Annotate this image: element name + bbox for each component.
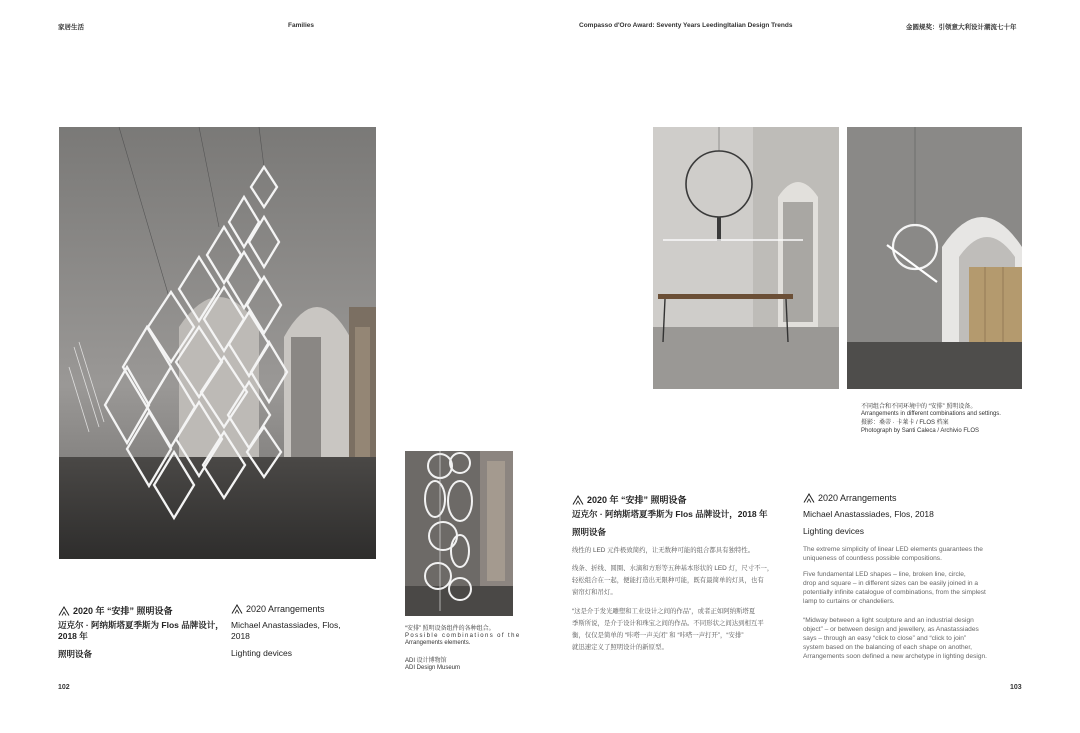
right-caption-en-1: Arrangements in different combinations and settings.: [861, 411, 1001, 417]
right-title-cn-row: [572, 493, 687, 506]
left-designer-cn-1: 迈克尔 · 阿纳斯塔夏季斯为 Flos 品牌设计，: [58, 620, 224, 630]
header-left-en: Families: [288, 22, 315, 29]
right-en-p1-2: uniqueness of countless possible compositions.: [803, 555, 942, 562]
museum-en: ADI Design Museum: [405, 665, 461, 671]
photo-lattice-installation: [59, 127, 376, 559]
right-caption-cn-2: 摄影：桑蒂 · 卡莱卡 / FLOS 档案: [861, 420, 949, 426]
triangle-outline-icon: [572, 495, 584, 505]
right-cn-p2-3: 窗帘灯和吊灯。: [572, 589, 617, 596]
triangle-outline-icon: [803, 493, 815, 503]
right-en-p2-4: lamp to curtains or chandeliers.: [803, 598, 895, 605]
page-number-left: 102: [58, 684, 70, 691]
right-cn-p2-1: 线条、折线、圆圈、水滴和方形等五种基本形状的 LED 灯，尺寸不一，: [572, 565, 774, 572]
left-category-cn: 照明设备: [58, 649, 93, 659]
left-title-en: 2020 Arrangements: [246, 604, 325, 614]
triangle-outline-icon: [58, 606, 70, 616]
museum-cn: ADI 设计博物馆: [405, 658, 447, 664]
left-title-cn-row: [58, 604, 173, 617]
right-cn-p3-1: “这是介于发光雕塑和工业设计之间的作品”，或者正如阿纳斯塔夏: [572, 608, 756, 615]
right-designer-en: Michael Anastassiades, Flos, 2018: [803, 509, 934, 519]
right-en-p2-2: drop and square – in different sizes can be easily joined in a: [803, 580, 979, 587]
right-caption-en-2: Photograph by Santi Caleca / Archivio FLOS: [861, 428, 980, 434]
photo-circle-table: [653, 127, 839, 389]
right-en-p3-3: says – through an easy “click to close” and “click to join”: [803, 635, 967, 642]
right-en-p1-1: The extreme simplicity of linear LED elements guarantees the: [803, 546, 983, 553]
left-title-cn: 2020 年 “安排” 照明设备: [73, 606, 173, 616]
left-designer-cn-2: 2018 年: [58, 631, 88, 641]
right-designer-cn: 迈克尔 · 阿纳斯塔夏季斯为 Flos 品牌设计，2018 年: [572, 509, 768, 519]
right-category-en: Lighting devices: [803, 526, 864, 536]
right-cn-p1: 线性的 LED 元件极致简约，让无数种可能的组合都具有独特性。: [572, 547, 755, 554]
left-designer-en-1: Michael Anastassiades, Flos,: [231, 620, 341, 630]
right-en-p2-1: Five fundamental LED shapes – line, broken line, circle,: [803, 571, 966, 578]
triangle-outline-icon: [231, 604, 243, 614]
header-right-en: Compasso d'Oro Award: Seventy Years LeedingItalian Design Trends: [579, 22, 793, 29]
header-right-cn: 金圆规奖：引领意大利设计潮流七十年: [906, 24, 1017, 31]
right-cn-p3-4: 就迅速定义了照明设计的新原型。: [572, 644, 668, 651]
page-number-right: 103: [1010, 684, 1022, 691]
right-title-cn: 2020 年 “安排” 照明设备: [587, 495, 687, 505]
right-en-p2-3: potentially infinite catalogue of combinations, from the simplest: [803, 589, 986, 596]
right-title-en-row: [803, 493, 897, 503]
right-en-p3-1: “Midway between a light sculpture and an industrial design: [803, 617, 974, 624]
right-cn-p3-3: 衡，仅仅是简单的 “咔嗒一声关闭” 和 “咔嗒一声打开”，“安排”: [572, 632, 744, 639]
left-category-en: Lighting devices: [231, 648, 292, 658]
right-category-cn: 照明设备: [572, 527, 607, 537]
middle-caption-en-1: Possible combinations of the: [405, 633, 521, 639]
header-left-cn: 家居生活: [58, 24, 84, 31]
photo-circle-archway: [847, 127, 1022, 389]
middle-caption-cn: “安排” 照明设备组件的各种组合。: [405, 626, 495, 632]
right-en-p3-5: Arrangements soon defined a new archetype in lighting design.: [803, 653, 988, 660]
right-caption-cn-1: 不同组合和不同环境中的 “安排” 照明设备。: [861, 404, 977, 410]
middle-caption-en-2: Arrangements elements.: [405, 640, 471, 646]
right-en-p3-4: system based on the balancing of each shape on another,: [803, 644, 972, 651]
right-cn-p2-2: 轻松组合在一起，便能打造出无限种可能，既有最简单的灯具，也有: [572, 577, 764, 584]
left-title-en-row: [231, 604, 325, 614]
left-designer-en-2: 2018: [231, 631, 250, 641]
right-cn-p3-2: 季斯所说，是介于设计和珠宝之间的作品。不同形状之间达到相互平: [572, 620, 764, 627]
right-title-en: 2020 Arrangements: [818, 493, 897, 503]
right-en-p3-2: object” – or between design and jewellery, as Anastassiades: [803, 626, 979, 633]
photo-ring-chain: [405, 451, 513, 616]
